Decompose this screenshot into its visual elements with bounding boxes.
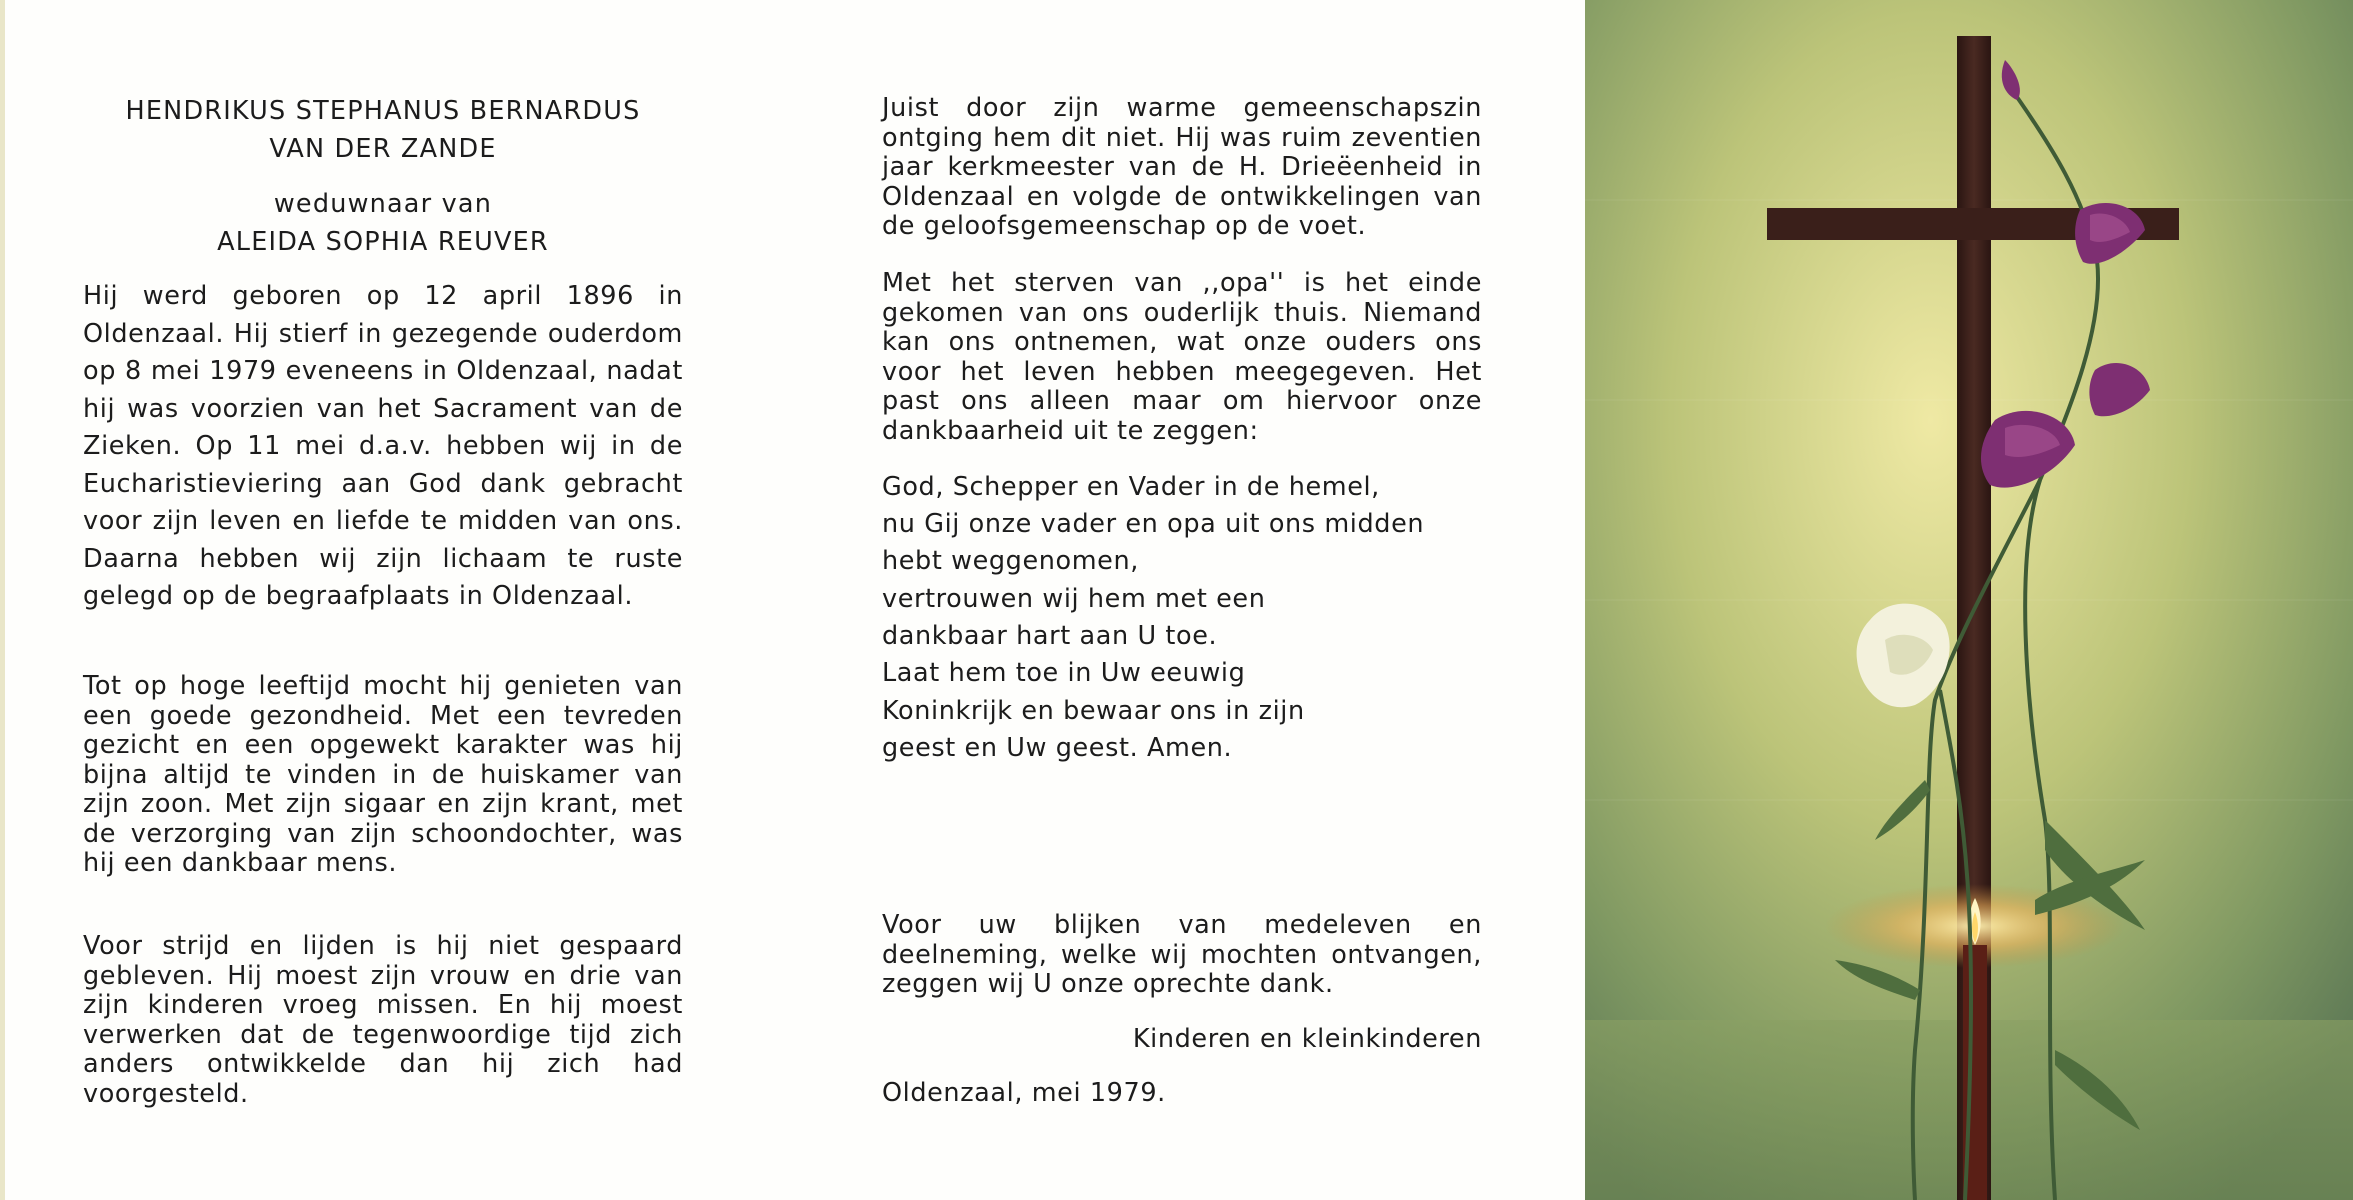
prayer-line: God, Schepper en Vader in de hemel, xyxy=(882,472,1380,502)
prayer-line: vertrouwen wij hem met een xyxy=(882,584,1266,614)
biography-paragraph-3: Voor strijd en lijden is hij niet gespaard gebleven. Hij moest zijn vrouw en drie van zijn kinderen vroeg missen. En hij moest verwerken dat de tegenwoordige tijd zich anders ontwikkelde dan hij zich had voorgesteld. xyxy=(83,931,683,1109)
cross-photo xyxy=(1585,0,2353,1200)
spouse-name: ALEIDA SOPHIA REUVER xyxy=(217,227,549,257)
name-line-1: HENDRIKUS STEPHANUS BERNARDUS xyxy=(125,96,641,126)
prayer-line: geest en Uw geest. Amen. xyxy=(882,733,1233,763)
prayer-line: Laat hem toe in Uw eeuwig xyxy=(882,658,1246,688)
deceased-name xyxy=(83,92,683,168)
card-edge xyxy=(0,0,5,1200)
biography-paragraph-2: Tot op hoge leeftijd mocht hij genieten van een goede gezondheid. Met een tevreden gezicht en een opgewekt karakter was hij bijna altijd te vinden in de huiskamer van zijn zoon. Met zijn sigaar en zijn krant, met de verzorging van zijn schoondochter, was hij een dankbaar mens. xyxy=(83,671,683,878)
prayer-line: Koninkrijk en bewaar ons in zijn xyxy=(882,696,1305,726)
widower-of-label: weduwnaar van xyxy=(273,189,493,219)
thanks-paragraph: Voor uw blijken van medeleven en deelneming, welke wij mochten ontvangen, zeggen wij U onze oprechte dank. xyxy=(882,910,1482,999)
middle-paragraph-2: Met het sterven van ,,opa'' is het einde gekomen van ons ouderlijk thuis. Niemand kan ons ontnemen, wat onze ouders ons voor het leven hebben meegegeven. Het past ons alleen maar om hiervoor onze dankbaarheid uit te zeggen: xyxy=(882,268,1482,446)
signature: Kinderen en kleinkinderen xyxy=(1132,1024,1482,1054)
prayer-line: hebt weggenomen, xyxy=(882,546,1139,576)
name-line-2: VAN DER ZANDE xyxy=(269,134,497,164)
prayer-line: dankbaar hart aan U toe. xyxy=(882,621,1218,651)
biography-paragraph-1: Hij werd geboren op 12 april 1896 in Oldenzaal. Hij stierf in gezegende ouderdom op 8 mei 1979 eveneens in Oldenzaal, nadat hij was voorzien van het Sacrament van de Zieken. Op 11 mei d.a.v. hebben wij in de Eucharistieviering aan God dank gebracht voor zijn leven en liefde te midden van ons. Daarna hebben wij zijn lichaam te ruste gelegd op de begraafplaats in Oldenzaal. xyxy=(83,281,683,611)
spouse-block xyxy=(83,185,683,261)
prayer-line: nu Gij onze vader en opa uit ons midden xyxy=(882,509,1425,539)
cross-photo-illustration xyxy=(1585,0,2353,1200)
middle-paragraph-1: Juist door zijn warme gemeenschapszin ontging hem dit niet. Hij was ruim zeventien jaar kerkmeester van de H. Drieëenheid in Oldenzaal en volgde de ontwikkelingen van de geloofsgemeenschap op de voet. xyxy=(882,93,1482,241)
place-date: Oldenzaal, mei 1979. xyxy=(882,1078,1166,1108)
